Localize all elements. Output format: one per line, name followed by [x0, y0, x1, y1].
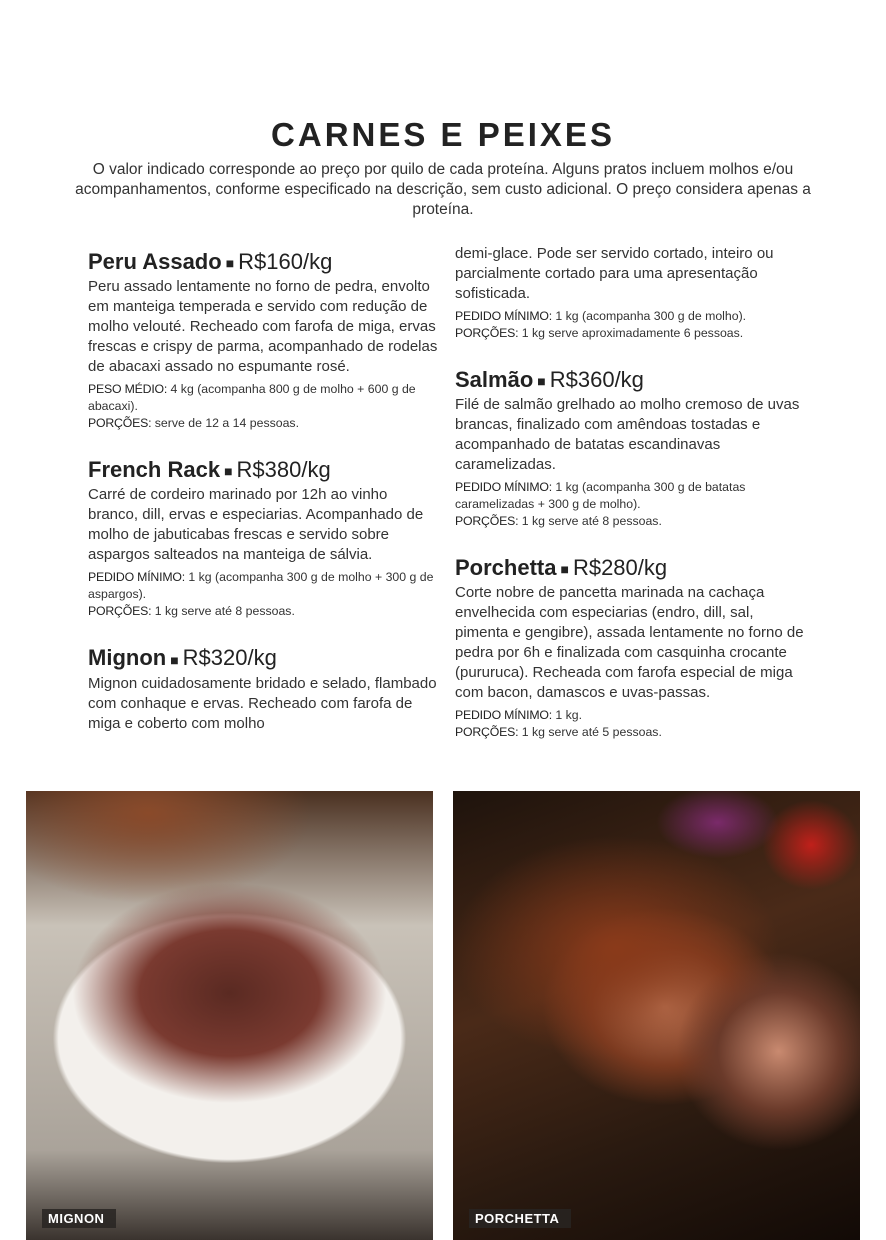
separator: ■	[537, 373, 546, 390]
separator: ■	[170, 651, 179, 668]
menu-item-mignon	[88, 644, 438, 733]
meta-value: 1 kg.	[551, 708, 583, 723]
meta-label: PEDIDO MÍNIMO:	[455, 708, 552, 723]
item-description: Filé de salmão grelhado ao molho cremoso de uvas brancas, finalizado com amêndoas tostadas e acompanhado de batatas escandinavas caramelizadas.	[455, 396, 800, 474]
item-price: R$360/kg	[549, 367, 644, 392]
menu-column-left	[88, 248, 438, 758]
separator: ■	[560, 561, 569, 578]
item-name: Porchetta	[455, 555, 557, 581]
meta-value: 1 kg serve até 8 pessoas.	[518, 514, 662, 529]
item-price: R$160/kg	[238, 249, 333, 274]
meta-label: PEDIDO MÍNIMO:	[455, 480, 552, 495]
meta-label: PORÇÕES:	[455, 514, 519, 529]
separator: ■	[224, 463, 233, 480]
meta-label: PORÇÕES:	[455, 326, 519, 340]
meta-value: 1 kg (acompanha 300 g de molho).	[551, 309, 747, 323]
meta-value: 1 kg (acompanha 300 g de molho + 300 g de aspargos).	[88, 570, 434, 602]
meta-value: 1 kg serve até 8 pessoas.	[151, 604, 295, 619]
item-description: Corte nobre de pancetta marinada na cachaça envelhecida com especiarias (endro, dill, sal, pimenta e gengibre), assada lentamente no forno de pedra por 6h e finalizada com casquinha crocante (pururuca). Recheada com farofa especial de miga com bacon, damascos e uvas-passas.	[455, 584, 804, 702]
menu-item-mignon-continued	[455, 244, 805, 342]
intro-text: O valor indicado corresponde ao preço por quilo de cada proteína. Alguns pratos incluem molhos e/ou acompanhamentos, conforme especificado na descrição, sem custo adicional. O preço considera apenas a proteína.	[75, 161, 811, 218]
item-description: Mignon cuidadosamente bridado e selado, flambado com conhaque e ervas. Recheado com farofa de miga e coberto com molho	[88, 674, 437, 732]
meta-value: 1 kg serve aproximadamente 6 pessoas.	[518, 326, 744, 340]
item-price: R$280/kg	[572, 555, 668, 581]
mignon-photo	[26, 791, 433, 1240]
porchetta-photo	[453, 791, 860, 1240]
meta-label: PESO MÉDIO:	[88, 382, 168, 397]
item-price: R$380/kg	[236, 457, 331, 483]
page-title: CARNES E PEIXES	[271, 116, 615, 153]
photo-label: MIGNON	[42, 1209, 116, 1228]
menu-item-porchetta	[455, 554, 805, 741]
meta-label: PEDIDO MÍNIMO:	[88, 570, 185, 585]
menu-item-salmao	[455, 366, 805, 530]
meta-value: serve de 12 a 14 pessoas.	[151, 416, 299, 431]
meta-label: PORÇÕES:	[88, 416, 152, 431]
item-name: French Rack	[88, 457, 221, 483]
meta-value: 1 kg (acompanha 300 g de batatas caramelizadas + 300 g de molho).	[455, 480, 746, 512]
item-description: demi-glace. Pode ser servido cortado, inteiro ou parcialmente cortado para uma apresentação sofisticada.	[455, 245, 774, 302]
menu-column-right	[455, 245, 805, 765]
menu-item-french-rack	[88, 456, 438, 620]
meta-label: PORÇÕES:	[455, 725, 519, 740]
meta-value: 1 kg serve até 5 pessoas.	[518, 725, 662, 740]
item-description: Peru assado lentamente no forno de pedra, envolto em manteiga temperada e servido com redução de molho velouté. Recheado com farofa de miga, ervas frescas e crispy de parma, acompanhado de rodelas de abacaxi assado no espumante rosé.	[88, 278, 438, 376]
item-name: Mignon	[88, 645, 167, 671]
item-name: Peru Assado	[88, 249, 222, 274]
meta-value: 4 kg (acompanha 800 g de molho + 600 g de abacaxi).	[88, 382, 416, 414]
menu-item-peru-assado	[88, 248, 438, 432]
photo-label: PORCHETTA	[469, 1209, 571, 1228]
separator: ■	[225, 255, 235, 272]
meta-label: PORÇÕES:	[88, 604, 152, 619]
meta-label: PEDIDO MÍNIMO:	[455, 309, 552, 323]
item-description: Carré de cordeiro marinado por 12h ao vinho branco, dill, ervas e especiarias. Acompanhado de molho de jabuticabas frescas e servido sobre aspargos salteados na manteiga de sálvia.	[88, 486, 424, 564]
item-name: Salmão	[455, 367, 534, 392]
item-price: R$320/kg	[182, 645, 277, 671]
